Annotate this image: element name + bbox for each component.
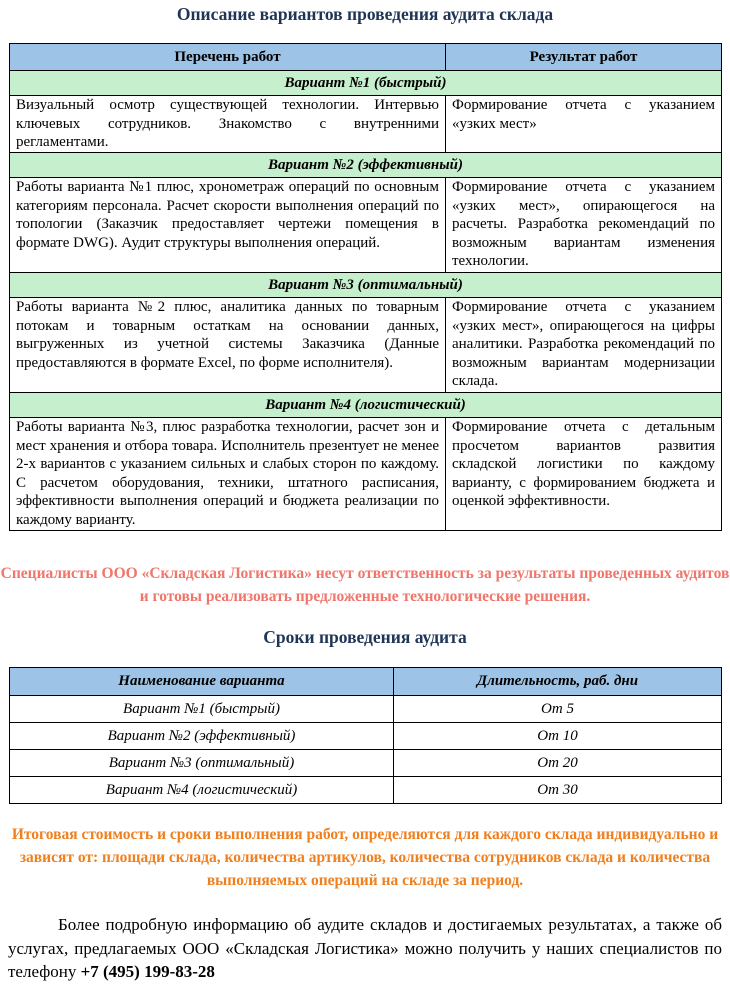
table-row — [10, 418, 722, 531]
works-table-header-row — [10, 44, 722, 71]
table-row — [10, 96, 722, 153]
responsibility-note: Специалисты ООО «Складская Логистика» несут ответственность за результаты проведенных аудитов и готовы реализовать предложенные технологические решения. — [0, 565, 730, 605]
variant-1-result: Формирование отчета с указанием «узких мест» — [446, 96, 722, 153]
terms-variant-name: Вариант №1 (быстрый) — [10, 696, 394, 723]
table-row — [10, 777, 722, 804]
variant-row — [10, 71, 722, 96]
terms-table — [9, 667, 722, 804]
header-variant-name: Наименование варианта — [10, 668, 394, 696]
terms-title: Сроки проведения аудита — [263, 627, 467, 647]
variant-4-title: Вариант №4 (логистический) — [10, 393, 722, 418]
terms-variant-name: Вариант №4 (логистический) — [10, 777, 394, 804]
variant-3-result: Формирование отчета с указанием «узких мест», опирающегося на цифры аналитики. Разработка рекомендаций по возможным вариантам модернизации склада. — [446, 298, 722, 393]
cost-note: Итоговая стоимость и сроки выполнения работ, определяются для каждого склада индивидуально и зависят от: площади склада, количества артикулов, количества сотрудников склада и количества выполняемых операций на складе за период. — [11, 826, 719, 889]
variant-4-works: Работы варианта №3, плюс разработка технологии, расчет зон и мест хранения и отбора товара. Исполнитель презентует не менее 2-х вариантов с указанием сильных и слабых сторон по каждому. С расчетом оборудования, техники, штатного расписания, эффективности выполнения операций и бюджета реализации по каждому варианту. — [10, 418, 446, 531]
table-row — [10, 723, 722, 750]
terms-duration: От 5 — [394, 696, 722, 723]
variant-2-works: Работы варианта №1 плюс, хронометраж операций по основным категориям персонала. Расчет скорости выполнения операций по топологии (Заказчик предоставляет чертежи помещения в формате DWG). Аудит структуры выполнения операций. — [10, 178, 446, 273]
variant-3-works: Работы варианта №2 плюс, аналитика данных по товарным потокам и товарным остаткам на основании данных, выгруженных из учетной системы Заказчика (Данные предоставляются в формате Excel, по форме исполнителя). — [10, 298, 446, 393]
variant-1-title: Вариант №1 (быстрый) — [10, 71, 722, 96]
terms-duration: От 30 — [394, 777, 722, 804]
terms-duration: От 20 — [394, 750, 722, 777]
terms-variant-name: Вариант №2 (эффективный) — [10, 723, 394, 750]
phone-number: +7 (495) 199-83-28 — [80, 962, 215, 981]
variant-row — [10, 273, 722, 298]
variant-row — [10, 153, 722, 178]
terms-table-header-row — [10, 668, 722, 696]
terms-variant-name: Вариант №3 (оптимальный) — [10, 750, 394, 777]
header-works-result: Результат работ — [446, 44, 722, 71]
variant-3-title: Вариант №3 (оптимальный) — [10, 273, 722, 298]
variant-1-works: Визуальный осмотр существующей технологии. Интервью ключевых сотрудников. Знакомство с внутренними регламентами. — [10, 96, 446, 153]
contact-info — [8, 913, 722, 984]
variant-2-result: Формирование отчета с указанием «узких мест», опирающегося на расчеты. Разработка рекомендаций по возможным вариантам изменения технологии. — [446, 178, 722, 273]
terms-duration: От 10 — [394, 723, 722, 750]
table-row — [10, 298, 722, 393]
header-works-list: Перечень работ — [10, 44, 446, 71]
contact-info-text: Более подробную информацию об аудите складов и достигаемых результатах, а также об услугах, предлагаемых ООО «Складская Логистика» можно получить у наших специалистов по телефону — [8, 915, 722, 981]
page-title: Описание вариантов проведения аудита склада — [176, 4, 554, 24]
variant-4-result: Формирование отчета с детальным просчетом вариантов развития складской логистики по каждому варианту, с формированием бюджета и оценкой эффективности. — [446, 418, 722, 531]
table-row — [10, 178, 722, 273]
header-duration: Длительность, раб. дни — [394, 668, 722, 696]
variant-2-title: Вариант №2 (эффективный) — [10, 153, 722, 178]
variant-row — [10, 393, 722, 418]
table-row — [10, 750, 722, 777]
table-row — [10, 696, 722, 723]
works-table — [9, 43, 722, 531]
